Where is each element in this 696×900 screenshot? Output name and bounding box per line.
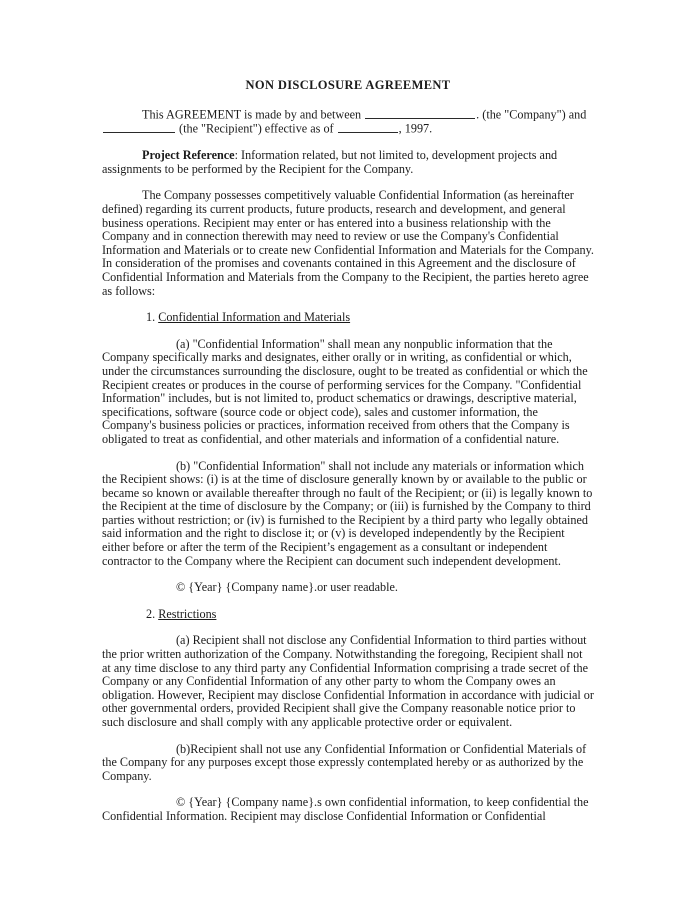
intro-lead-in: This AGREEMENT is made by and between bbox=[142, 107, 362, 122]
spacer bbox=[102, 447, 594, 460]
placeholder-note-2-continued: Confidential Information. Recipient may disclose Confidential Information or Confidential bbox=[102, 808, 546, 823]
intro-paragraph bbox=[102, 108, 594, 136]
placeholder-note-1: © {Year} {Company name}.or user readable. bbox=[176, 580, 398, 595]
section-number: 1. bbox=[146, 310, 156, 325]
recitals-paragraph: The Company possesses competitively valuable Confidential Information (as hereinafter defined) regarding its current products, future products, research and development, and general business operations. Recipient may enter or has entered into a business relationship with the Company and in connection therewith may need to review or use the Company's Confidential Information and Materials or to create new Confidential Information and Materials for the Company. In consideration of the promises and covenants contained in this Agreement and the disclosure of Confidential Information and Materials from the Company to the Recipient, the parties hereto agree as follows: bbox=[102, 188, 594, 298]
project-reference-body: : Information related, but not limited to, development projects and assignments to be performed by the Recipient for the Company. bbox=[102, 148, 558, 176]
spacer bbox=[102, 325, 594, 338]
spacer bbox=[102, 730, 594, 743]
effective-date-blank[interactable] bbox=[338, 122, 398, 133]
intro-after-date: , 1997. bbox=[398, 121, 433, 136]
clause-2b: (b)Recipient shall not use any Confidential Information or Confidential Materials of the Company for any purposes except those expressly contemplated hereby or as authorized by the Company. bbox=[102, 741, 587, 783]
page-title: NON DISCLOSURE AGREEMENT bbox=[245, 78, 451, 92]
recipient-name-blank[interactable] bbox=[103, 122, 175, 133]
section-heading-2 bbox=[102, 608, 594, 622]
section-heading-1 bbox=[102, 311, 594, 325]
section-number: 2. bbox=[146, 606, 156, 621]
project-reference-label: Project Reference bbox=[142, 148, 235, 163]
intro-after-recipient: (the "Recipient") effective as of bbox=[179, 121, 334, 136]
project-reference-paragraph bbox=[102, 149, 594, 176]
section-title: Confidential Information and Materials bbox=[158, 310, 351, 325]
clause-1a: (a) "Confidential Information" shall mean any nonpublic information that the Company specifically marks and designates, either orally or in writing, as confidential or which, under the circumstances surrounding the disclosure, ought to be treated as confidential or which the Recipient creates or produces in the course of performing services for the Company. "Confidential Information" includes, but is not limited to, product schematics or drawings, descriptive material, specifications, software (source code or object code), sales and customer information, the Company's business policies or practices, information received from others that the Company is obligated to treat as confidential, and other materials and information of a confidential nature. bbox=[102, 336, 588, 446]
section-title: Restrictions bbox=[158, 606, 217, 621]
placeholder-note-2: © {Year} {Company name}.s own confidential information, to keep confidential the bbox=[176, 795, 589, 810]
clause-1b: (b) "Confidential Information" shall not include any materials or information which the Recipient shows: (i) is at the time of disclosure generally known by or available to the public or became so known or available thereafter through no fault of the Recipient; or (ii) is legally known to the Recipient at the time of disclosure by the Company; or (iii) is furnished by the Company to third parties without restriction; or (iv) is furnished to the Recipient by a third party who legally obtained said information and the right to disclose it; or (v) is developed independently by the Recipient either before or after the term of the Recipient’s engagement as a consultant or independent contractor to the Company where the Recipient can document such independent development. bbox=[102, 458, 593, 568]
document-body bbox=[102, 78, 594, 824]
clause-2a: (a) Recipient shall not disclose any Confidential Information to third parties without the prior written authorization of the Company. Notwithstanding the foregoing, Recipient shall not at any time disclose to any third party any Confidential Information comprising a trade secret of the Company or any Confidential Information of any other party to whom the Company owes an obligation. However, Recipient may disclose Confidential Information in accordance with judicial or other governmental orders, provided Recipient shall give the Company reasonable notice prior to such disclosure and shall comply with any applicable protective order or equivalent. bbox=[102, 633, 594, 729]
intro-after-company: . (the "Company") and bbox=[476, 107, 587, 122]
company-name-blank[interactable] bbox=[365, 108, 475, 119]
